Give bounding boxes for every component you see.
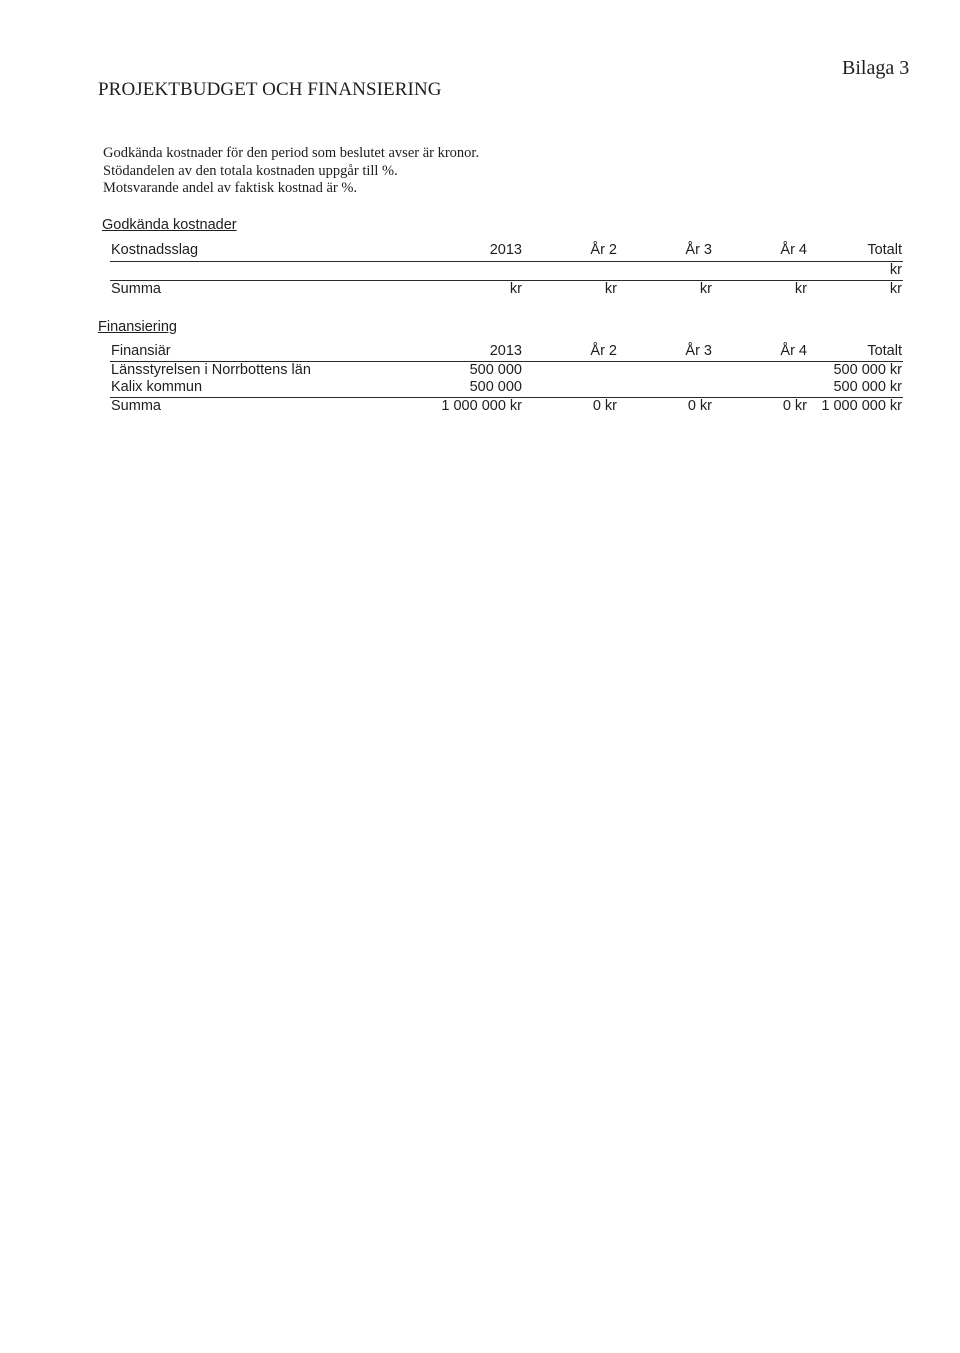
financing-row-financier: Kalix kommun: [111, 379, 203, 395]
financing-col-year2: År 2: [590, 343, 617, 359]
financing-sum-label: Summa: [111, 398, 161, 414]
costs-col-year3: År 3: [685, 242, 712, 258]
financing-row-2013: 500 000: [469, 379, 522, 395]
costs-sum-year3: kr: [699, 281, 712, 297]
financing-col-year3: År 3: [685, 343, 712, 359]
intro-line-support-share: Stödandelen av den totala kostnaden uppgår till %.: [103, 163, 398, 179]
financing-row-2013: 500 000: [469, 362, 522, 378]
page-title: PROJEKTBUDGET OCH FINANSIERING: [98, 79, 442, 100]
costs-sum-2013: kr: [509, 281, 522, 297]
costs-sum-year4: kr: [794, 281, 807, 297]
costs-unit-total: kr: [889, 262, 902, 278]
costs-sum-year2: kr: [604, 281, 617, 297]
attachment-label: Bilaga 3: [842, 57, 910, 79]
costs-col-total: Totalt: [867, 242, 902, 258]
financing-row-total: 500 000 kr: [833, 362, 902, 378]
financing-section-title: Finansiering: [98, 319, 177, 335]
costs-section-title: Godkända kostnader: [102, 217, 237, 233]
costs-sum-label: Summa: [111, 281, 161, 297]
financing-row-total: 500 000 kr: [833, 379, 902, 395]
costs-col-year4: År 4: [780, 242, 807, 258]
financing-sum-year3: 0 kr: [687, 398, 712, 414]
intro-line-approved-costs: Godkända kostnader för den period som beslutet avser är kronor.: [103, 145, 480, 161]
financing-col-financier: Finansiär: [111, 343, 171, 359]
costs-col-2013: 2013: [489, 242, 522, 258]
financing-sum-year2: 0 kr: [592, 398, 617, 414]
financing-col-total: Totalt: [867, 343, 902, 359]
intro-line-actual-share: Motsvarande andel av faktisk kostnad är %.: [103, 180, 358, 196]
financing-row-financier: Länsstyrelsen i Norrbottens län: [111, 362, 311, 378]
financing-sum-2013: 1 000 000 kr: [441, 398, 522, 414]
costs-sum-total: kr: [889, 281, 902, 297]
costs-col-cost-type: Kostnadsslag: [111, 242, 199, 258]
financing-col-2013: 2013: [489, 343, 522, 359]
financing-sum-total: 1 000 000 kr: [821, 398, 902, 414]
costs-col-year2: År 2: [590, 242, 617, 258]
financing-sum-year4: 0 kr: [782, 398, 807, 414]
financing-col-year4: År 4: [780, 343, 807, 359]
costs-header-divider: [110, 261, 903, 262]
